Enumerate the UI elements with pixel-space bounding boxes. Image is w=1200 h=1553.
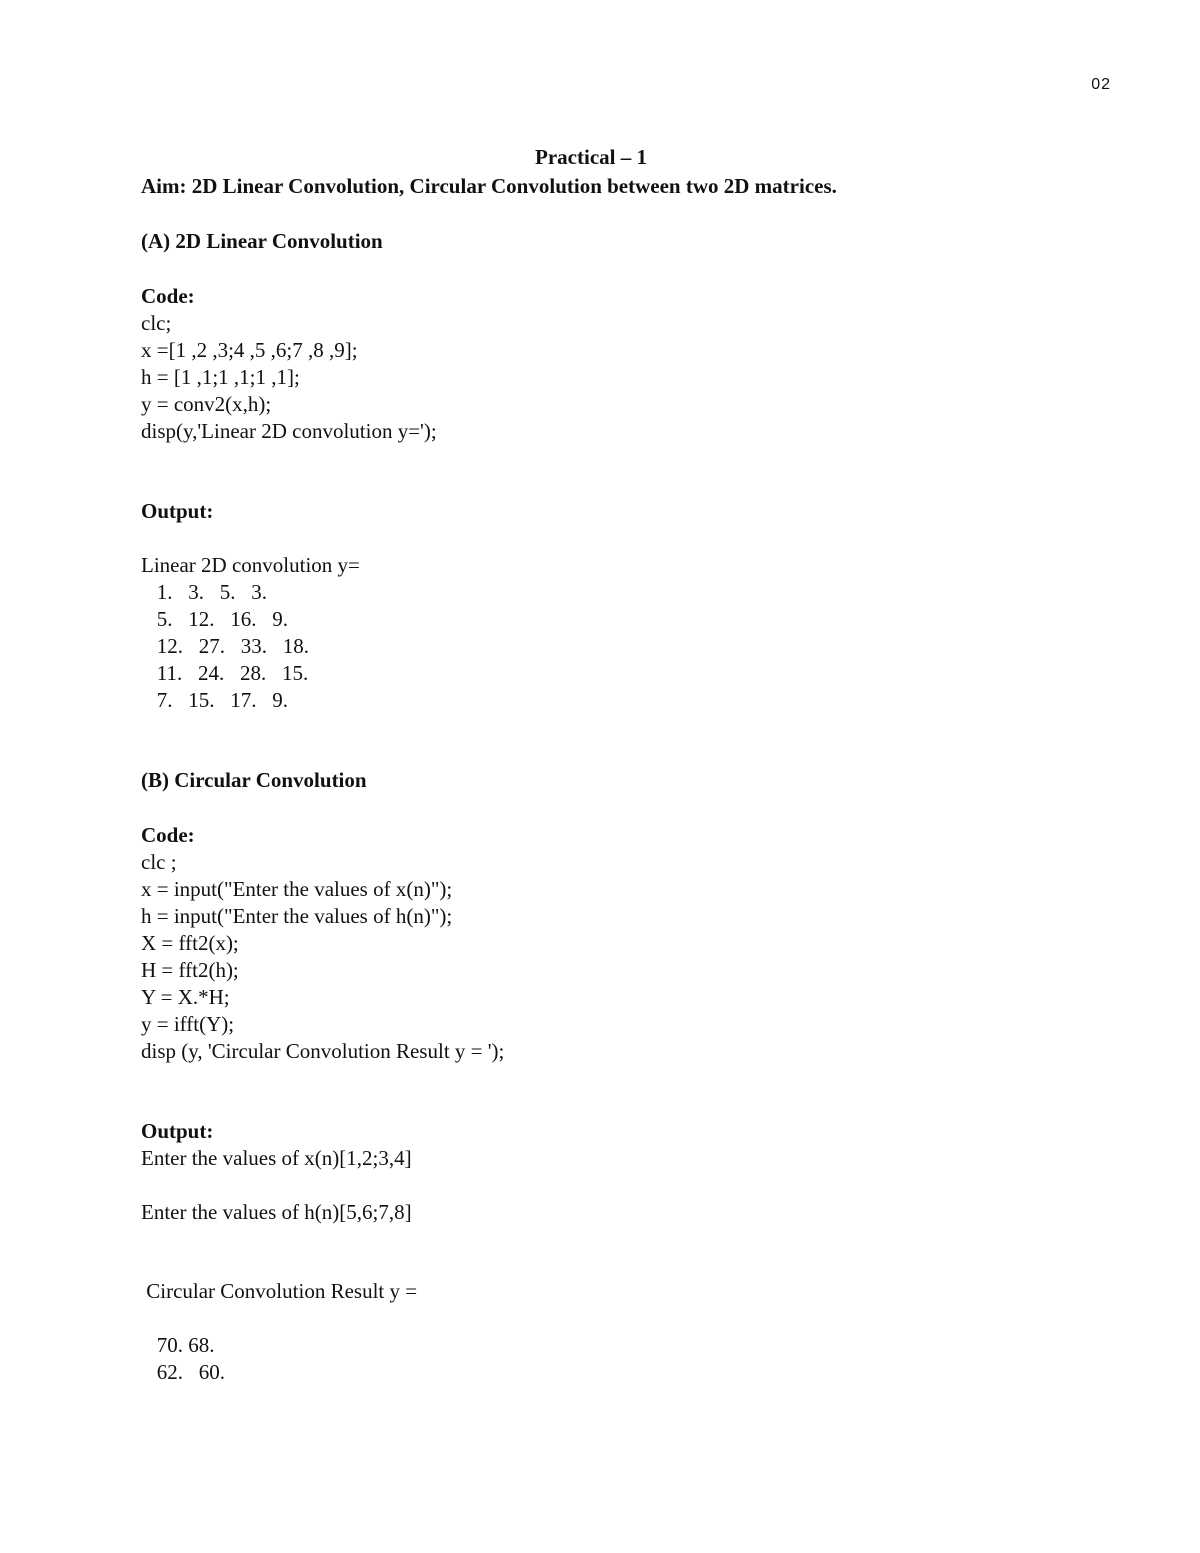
input-h-line: Enter the values of h(n)[5,6;7,8]: [141, 1200, 412, 1224]
section-circular-convolution: [141, 766, 1101, 1386]
section-b-output-label: Output:: [141, 1119, 214, 1143]
code-line: x = input("Enter the values of x(n)");: [141, 877, 453, 901]
section-a-output-label: Output:: [141, 499, 214, 523]
result-line: 62. 60.: [141, 1360, 225, 1384]
result-title: Circular Convolution Result y =: [141, 1279, 418, 1303]
document-body: [141, 142, 1101, 1386]
section-b-heading: (B) Circular Convolution: [141, 768, 367, 792]
input-x-line: Enter the values of x(n)[1,2;3,4]: [141, 1146, 412, 1170]
section-a-heading: (A) 2D Linear Convolution: [141, 229, 383, 253]
code-line: y = ifft(Y);: [141, 1012, 235, 1036]
output-line: Linear 2D convolution y=: [141, 553, 360, 577]
section-b-code-label: Code:: [141, 823, 195, 847]
document-title: Practical – 1: [535, 145, 647, 169]
code-line: x =[1 ,2 ,3;4 ,5 ,6;7 ,8 ,9];: [141, 338, 358, 362]
code-line: disp (y, 'Circular Convolution Result y = ');: [141, 1039, 505, 1063]
code-line: X = fft2(x);: [141, 931, 239, 955]
code-line: y = conv2(x,h);: [141, 392, 272, 416]
code-line: h = [1 ,1;1 ,1;1 ,1];: [141, 365, 300, 389]
output-line: 12. 27. 33. 18.: [141, 634, 309, 658]
result-line: 70. 68.: [141, 1333, 215, 1357]
output-line: 1. 3. 5. 3.: [141, 580, 267, 604]
code-line: clc ;: [141, 850, 177, 874]
code-line: clc;: [141, 311, 172, 335]
code-line: H = fft2(h);: [141, 958, 239, 982]
output-line: 5. 12. 16. 9.: [141, 607, 288, 631]
code-line: disp(y,'Linear 2D convolution y=');: [141, 419, 437, 443]
aim-statement: Aim: 2D Linear Convolution, Circular Convolution between two 2D matrices.: [141, 174, 837, 198]
section-linear-convolution: [141, 227, 1101, 714]
section-a-output-block: [141, 552, 1101, 714]
output-line: 11. 24. 28. 15.: [141, 661, 309, 685]
section-a-code-label: Code:: [141, 284, 195, 308]
output-line: 7. 15. 17. 9.: [141, 688, 288, 712]
code-line: Y = X.*H;: [141, 985, 230, 1009]
page-number: 02: [1091, 76, 1111, 93]
section-b-code-block: [141, 849, 1101, 1065]
section-a-code-block: [141, 310, 1101, 445]
code-line: h = input("Enter the values of h(n)");: [141, 904, 453, 928]
section-b-result-block: [141, 1332, 1101, 1386]
